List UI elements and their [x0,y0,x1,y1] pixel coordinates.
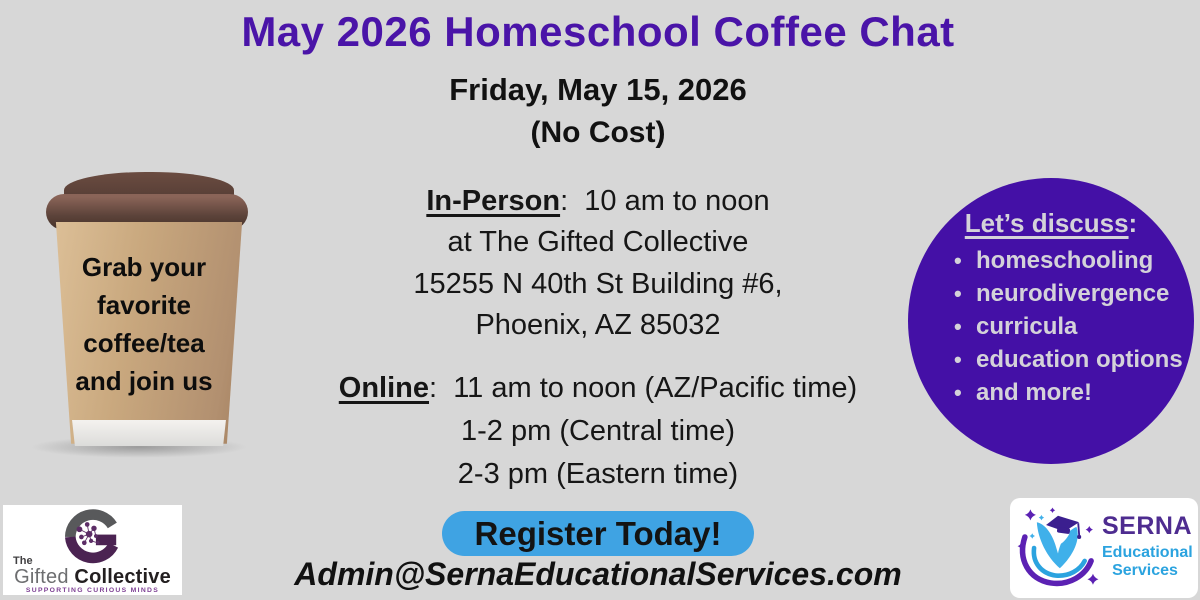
gifted-collective-tagline: SUPPORTING CURIOUS MINDS [25,587,160,594]
venue-name: at The Gifted Collective [447,226,749,258]
cup-caption-line: favorite [97,290,191,320]
topic-item: • curricula [954,310,1183,343]
online-central-time: 1-2 pm (Central time) [461,415,735,447]
venue-city: Phoenix, AZ 85032 [475,309,721,341]
page-title: May 2026 Homeschool Coffee Chat [241,8,955,55]
cost-note: (No Cost) [530,116,666,149]
serna-logo [1010,498,1198,598]
online-label: Online [338,372,430,404]
bullet-dot: • [954,281,962,306]
serna-name: SERNA [1102,512,1193,540]
in-person-time: 10 am to noon [584,185,770,217]
in-person-label: In-Person [426,185,561,217]
topic-item: • homeschooling [954,244,1183,277]
cup-caption-line: coffee/tea [83,328,205,358]
bullet-dot: • [954,380,962,405]
cup-caption-line: Grab your [81,252,207,282]
serna-logo-text [1102,512,1194,580]
bullet-dot: • [954,248,962,273]
topic-item: • education options [954,343,1183,376]
cup-caption-line: and join us [75,366,213,396]
serna-graduate-icon [1012,502,1104,594]
gifted-collective-logo [3,505,182,595]
topics-circle [908,178,1194,464]
gifted-collective-g-icon [64,508,122,566]
contact-email-link[interactable]: Admin@SernaEducationalServices.com [294,556,902,592]
bullet-dot: • [954,314,962,339]
gifted-collective-name: Gifted Collective [14,566,171,588]
event-date: Friday, May 15, 2026 [449,72,747,107]
topics-list [954,244,1183,409]
venue-street: 15255 N 40th St Building #6, [413,268,783,300]
serna-line2: Services [1112,562,1178,579]
online-time: 11 am to noon (AZ/Pacific time) [453,372,858,404]
separator: : [429,372,454,404]
separator: : [560,185,585,217]
topic-item: • neurodivergence [954,277,1183,310]
gifted-collective-the: The [13,555,33,567]
serna-line1: Educational [1102,544,1193,561]
topics-heading: Let’s discuss: [964,208,1138,238]
bullet-dot: • [954,347,962,372]
register-button[interactable] [442,511,754,556]
register-button-label: Register Today! [474,514,722,552]
online-eastern-time: 2-3 pm (Eastern time) [457,458,739,490]
topic-item: • and more! [954,376,1183,409]
